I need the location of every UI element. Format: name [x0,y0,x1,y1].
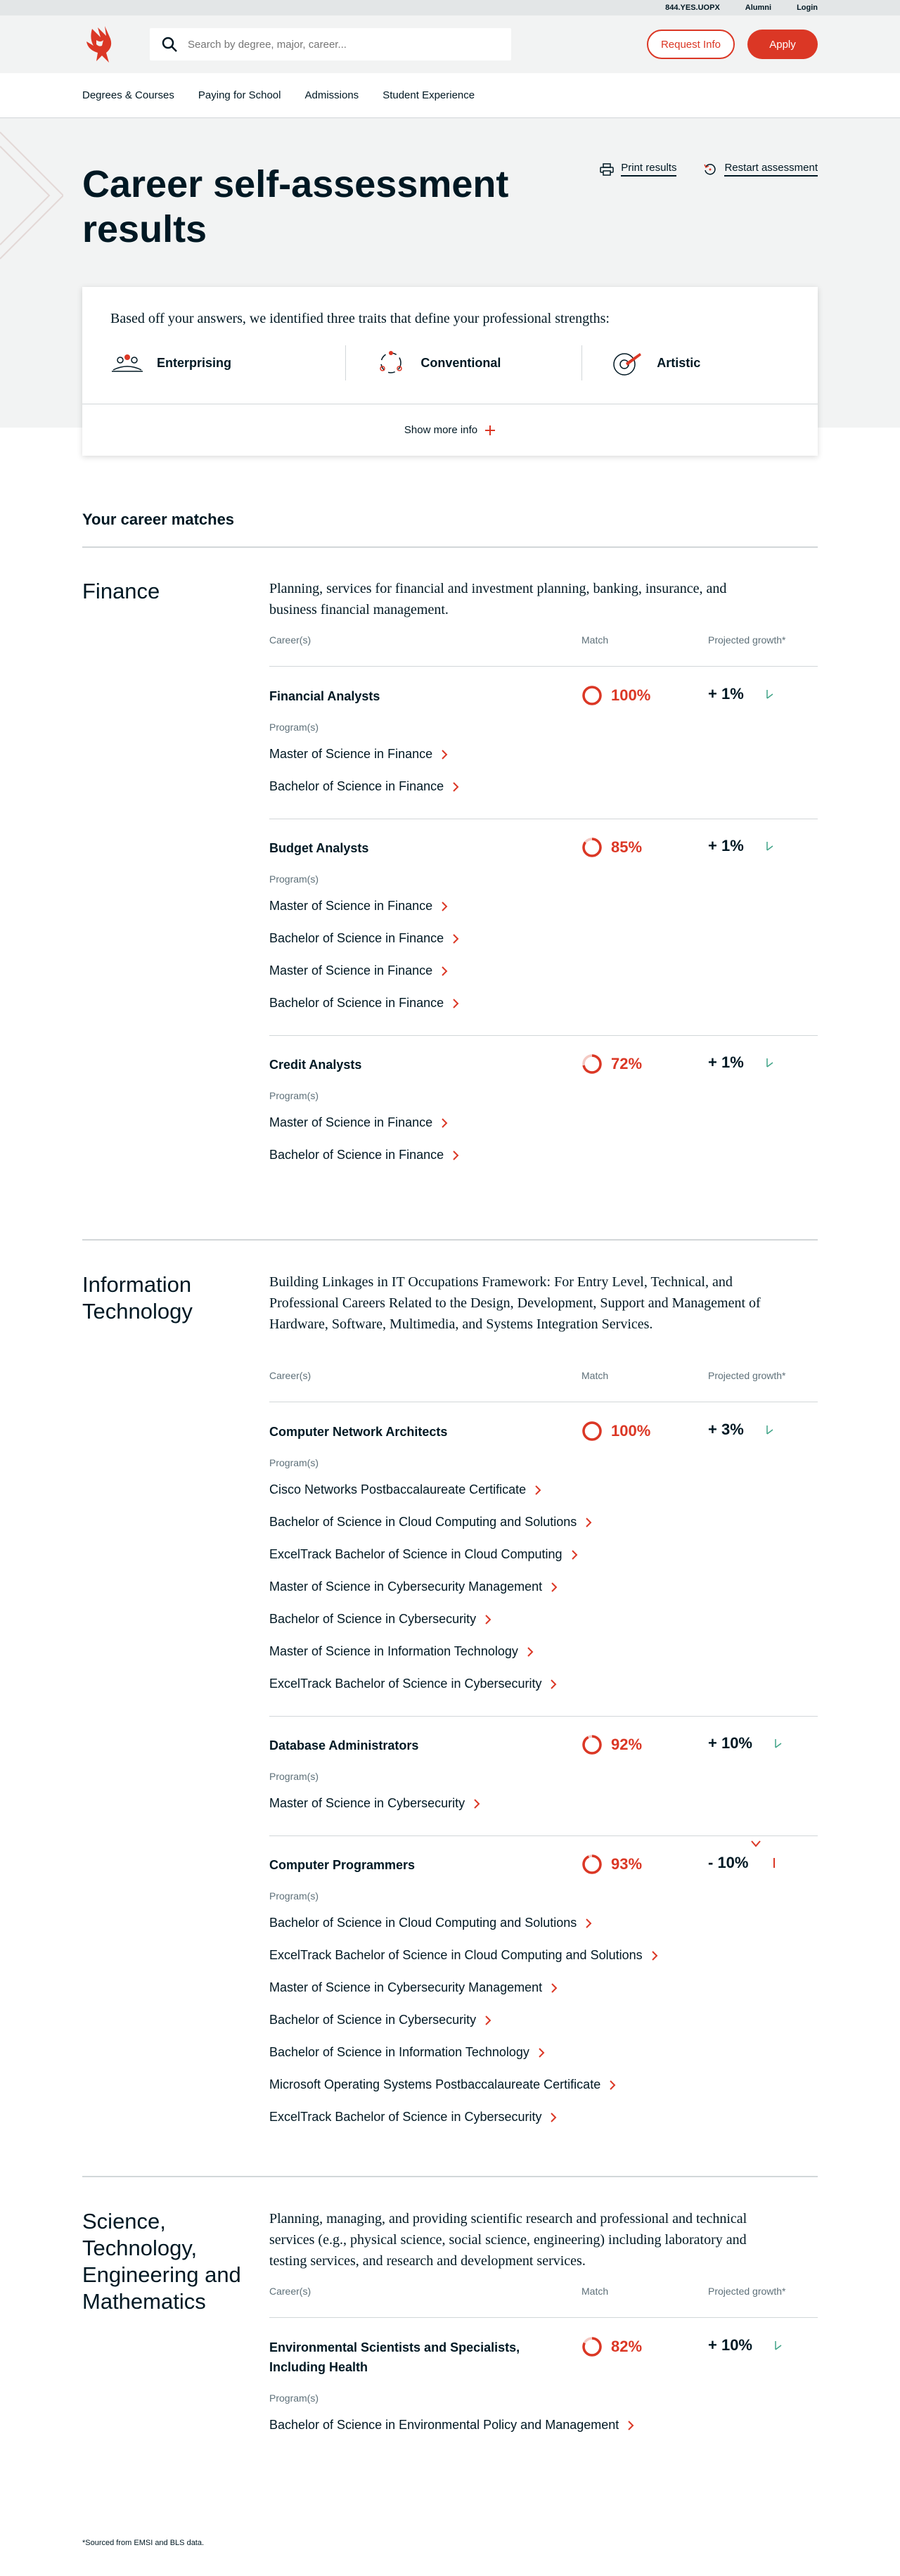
program-link[interactable] [269,747,448,762]
program-link[interactable] [269,1482,541,1497]
people-icon [110,349,144,377]
match-value: 100% [611,1422,651,1440]
program-name: Master of Science in Cybersecurity Management [269,1579,543,1594]
trait-label: Conventional [420,355,501,370]
chevron-down-icon[interactable] [750,1840,761,1848]
palette-icon [610,349,644,377]
utility-bar [0,0,900,15]
section-title: Science, Technology, Engineering and Mathematics [82,2209,241,2314]
program-link[interactable] [269,2110,557,2125]
program-name: ExcelTrack Bachelor of Science in Cloud Computing and Solutions [269,1948,643,1962]
projected-growth [708,837,775,855]
program-link[interactable] [269,931,459,946]
trend-up-icon [765,688,775,700]
trait-label: Artistic [657,355,701,370]
chevron-right-icon [627,2420,634,2431]
career-name: Credit Analysts [269,1058,362,1072]
program-link[interactable] [269,1515,592,1530]
trait-label: Enterprising [157,355,232,370]
alumni-link[interactable]: Alumni [745,4,772,12]
program-name: ExcelTrack Bachelor of Science in Cybersecurity [269,1677,542,1691]
program-name: Bachelor of Science in Cybersecurity [269,1612,477,1626]
program-name: Master of Science in Finance [269,963,433,978]
program-link[interactable] [269,1612,491,1627]
match-ring-icon [581,1854,603,1875]
chevron-right-icon [452,781,459,793]
chevron-right-icon [441,749,448,760]
program-name: ExcelTrack Bachelor of Science in Cybersecurity [269,2110,542,2124]
program-name: Master of Science in Cybersecurity [269,1796,465,1810]
program-name: Microsoft Operating Systems Postbaccalaureate Certificate [269,2077,601,2091]
print-results-label: Print results [621,162,676,177]
match-value: 82% [611,2338,643,2355]
nav-item-student-experience[interactable]: Student Experience [382,89,475,101]
program-name: Master of Science in Information Technology [269,1644,518,1658]
career-name: Financial Analysts [269,689,380,703]
career-name: Budget Analysts [269,841,369,855]
projected-growth [708,1734,783,1752]
growth-value: - 10% [708,1854,749,1871]
projected-growth [708,1421,775,1439]
program-link[interactable] [269,2045,545,2060]
program-link[interactable] [269,996,459,1011]
chevron-right-icon [484,2015,491,2026]
chevron-right-icon [473,1798,480,1809]
match-ring-icon [581,1734,603,1755]
section-divider [82,2176,818,2177]
nav-item-admissions[interactable]: Admissions [304,89,359,101]
footnote: *Sourced from EMSI and BLS data. [82,2539,205,2547]
chevron-right-icon [651,1950,658,1961]
login-link[interactable]: Login [797,4,818,12]
print-results-button[interactable] [600,162,676,177]
program-link[interactable] [269,1796,480,1811]
table-header [269,2286,818,2318]
program-link[interactable] [269,779,459,794]
careers-column-header: Career(s) [269,1370,311,1381]
projected-growth [708,2336,783,2354]
search-icon [161,36,178,53]
programs-label: Program(s) [269,873,319,885]
program-link[interactable] [269,1916,592,1930]
program-name: Bachelor of Science in Environmental Policy and Management [269,2418,619,2432]
chevron-right-icon [571,1549,578,1561]
request-info-button[interactable]: Request Info [647,30,735,59]
restart-assessment-button[interactable] [703,162,818,177]
program-name: Master of Science in Finance [269,747,433,761]
traits-intro: Based off your answers, we identified three traits that define your professional strengths: [110,311,610,326]
program-name: Bachelor of Science in Finance [269,1148,444,1162]
chevron-right-icon [551,1582,558,1593]
program-name: ExcelTrack Bachelor of Science in Cloud Computing [269,1547,562,1561]
program-name: Bachelor of Science in Finance [269,996,444,1010]
search-input[interactable] [188,39,497,51]
trend-down-icon [769,1857,779,1869]
match-score [581,1053,642,1075]
section-title: Finance [82,579,160,603]
match-score [581,1854,642,1875]
cycle-icon [374,349,408,377]
program-name: Cisco Networks Postbaccalaureate Certificate [269,1482,527,1497]
program-name: Bachelor of Science in Cybersecurity [269,2013,477,2027]
chevron-right-icon [550,2112,557,2123]
hero [0,118,900,436]
program-link[interactable] [269,1579,558,1594]
chevron-right-icon [534,1485,541,1496]
program-name: Bachelor of Science in Cloud Computing and Solutions [269,1916,577,1930]
traits-card [82,287,818,456]
match-column-header: Match [581,634,609,646]
match-value: 92% [611,1736,643,1753]
chevron-right-icon [452,1150,459,1161]
program-link[interactable] [269,1547,578,1562]
nav-item-degrees[interactable]: Degrees & Courses [82,89,174,101]
program-name: Master of Science in Finance [269,899,433,913]
chevron-right-icon [585,1918,592,1929]
program-link[interactable] [269,1644,534,1659]
show-more-label: Show more info [404,424,478,436]
careers-column-header: Career(s) [269,634,311,646]
programs-label: Program(s) [269,1457,319,1468]
growth-value: + 1% [708,685,744,703]
chevron-right-icon [551,1982,558,1994]
growth-column-header: Projected growth* [708,1370,786,1381]
match-ring-icon [581,685,603,706]
main-nav [0,73,900,118]
program-name: Bachelor of Science in Finance [269,931,444,945]
match-value: 100% [611,686,651,704]
chevron-right-icon [585,1517,592,1528]
section-description: Planning, services for financial and investment planning, banking, insurance, and business financial management. [269,581,727,617]
printer-icon [600,163,614,176]
match-value: 85% [611,838,643,856]
chevron-right-icon [441,1117,448,1129]
section-description: Planning, managing, and providing scientific research and professional and technical services (e.g., physical science, social science, engineering) including laboratory and testing services, and research and development services. [269,2211,747,2269]
match-value: 93% [611,1855,643,1873]
programs-label: Program(s) [269,2392,319,2404]
growth-column-header: Projected growth* [708,634,786,646]
program-link[interactable] [269,2418,634,2433]
program-link[interactable] [269,1677,557,1691]
chevron-right-icon [441,966,448,977]
match-column-header: Match [581,1370,609,1381]
match-value: 72% [611,1055,643,1072]
career-matches-heading: Your career matches [82,511,235,528]
restart-assessment-label: Restart assessment [724,162,818,177]
show-more-button[interactable] [82,404,818,456]
projected-growth [708,1854,779,1872]
chevron-right-icon [452,998,459,1009]
match-ring-icon [581,2336,603,2357]
program-link[interactable] [269,2077,616,2092]
trend-up-icon [765,1424,775,1435]
program-name: Master of Science in Cybersecurity Management [269,1980,543,1994]
match-ring-icon [581,1053,603,1075]
search-box[interactable] [150,28,511,60]
section-divider [82,1239,818,1241]
program-name: Master of Science in Finance [269,1115,433,1129]
site-header [0,15,900,73]
growth-value: + 3% [708,1421,744,1438]
program-link[interactable] [269,1980,558,1995]
section-title: Information Technology [82,1272,193,1324]
match-score [581,685,650,706]
chevron-right-icon [484,1614,491,1625]
trait-artistic [581,345,818,380]
divider [82,546,818,548]
chevron-right-icon [527,1646,534,1658]
nav-item-paying[interactable]: Paying for School [198,89,281,101]
programs-label: Program(s) [269,1090,319,1101]
growth-value: + 10% [708,1734,752,1752]
growth-value: + 1% [708,1053,744,1071]
career-name: Database Administrators [269,1738,419,1752]
programs-label: Program(s) [269,722,319,733]
apply-button[interactable]: Apply [747,30,818,59]
match-score [581,1421,650,1442]
career-name: Computer Programmers [269,1858,416,1872]
match-score [581,2336,642,2357]
trait-conventional [345,345,581,380]
row-divider [269,1716,818,1717]
projected-growth [708,685,775,703]
career-name: Environmental Scientists and Specialists, Including Health [269,2340,520,2374]
program-link[interactable] [269,1948,658,1963]
chevron-right-icon [609,2080,616,2091]
growth-value: + 10% [708,2336,752,2354]
table-header [269,634,818,667]
career-name: Computer Network Architects [269,1425,448,1439]
row-divider [269,1835,818,1836]
chevron-right-icon [452,933,459,944]
decorative-lines [0,118,63,273]
programs-label: Program(s) [269,1890,319,1902]
phoenix-logo[interactable] [82,25,119,64]
trend-up-icon [773,2340,783,2351]
program-link[interactable] [269,899,448,914]
trend-up-icon [765,840,775,852]
trend-up-icon [773,1738,783,1749]
programs-label: Program(s) [269,1771,319,1782]
program-link[interactable] [269,1115,448,1130]
chevron-right-icon [441,901,448,912]
trait-enterprising [110,345,345,380]
match-ring-icon [581,837,603,858]
section-description: Building Linkages in IT Occupations Framework: For Entry Level, Technical, and Professional Careers Related to the Design, Development, Support and Management of Hardware, Software, Multimedia, and Systems Integration Services. [269,1274,761,1332]
chevron-right-icon [550,1679,557,1690]
careers-column-header: Career(s) [269,2286,311,2297]
growth-column-header: Projected growth* [708,2286,786,2297]
projected-growth [708,1053,775,1072]
growth-value: + 1% [708,837,744,854]
match-score [581,837,642,858]
trend-up-icon [765,1057,775,1068]
program-name: Bachelor of Science in Cloud Computing and Solutions [269,1515,577,1529]
plus-icon [484,425,496,436]
match-ring-icon [581,1421,603,1442]
restart-icon [703,162,717,177]
page-title: Career self-assessment results [82,163,509,250]
phone-link[interactable]: 844.YES.UOPX [665,4,720,12]
program-name: Bachelor of Science in Finance [269,779,444,793]
program-name: Bachelor of Science in Information Technology [269,2045,529,2059]
match-column-header: Match [581,2286,609,2297]
program-link[interactable] [269,1148,459,1162]
table-header [269,1370,818,1402]
program-link[interactable] [269,963,448,978]
program-link[interactable] [269,2013,491,2027]
row-divider [269,1035,818,1036]
chevron-right-icon [538,2047,545,2058]
match-score [581,1734,642,1755]
